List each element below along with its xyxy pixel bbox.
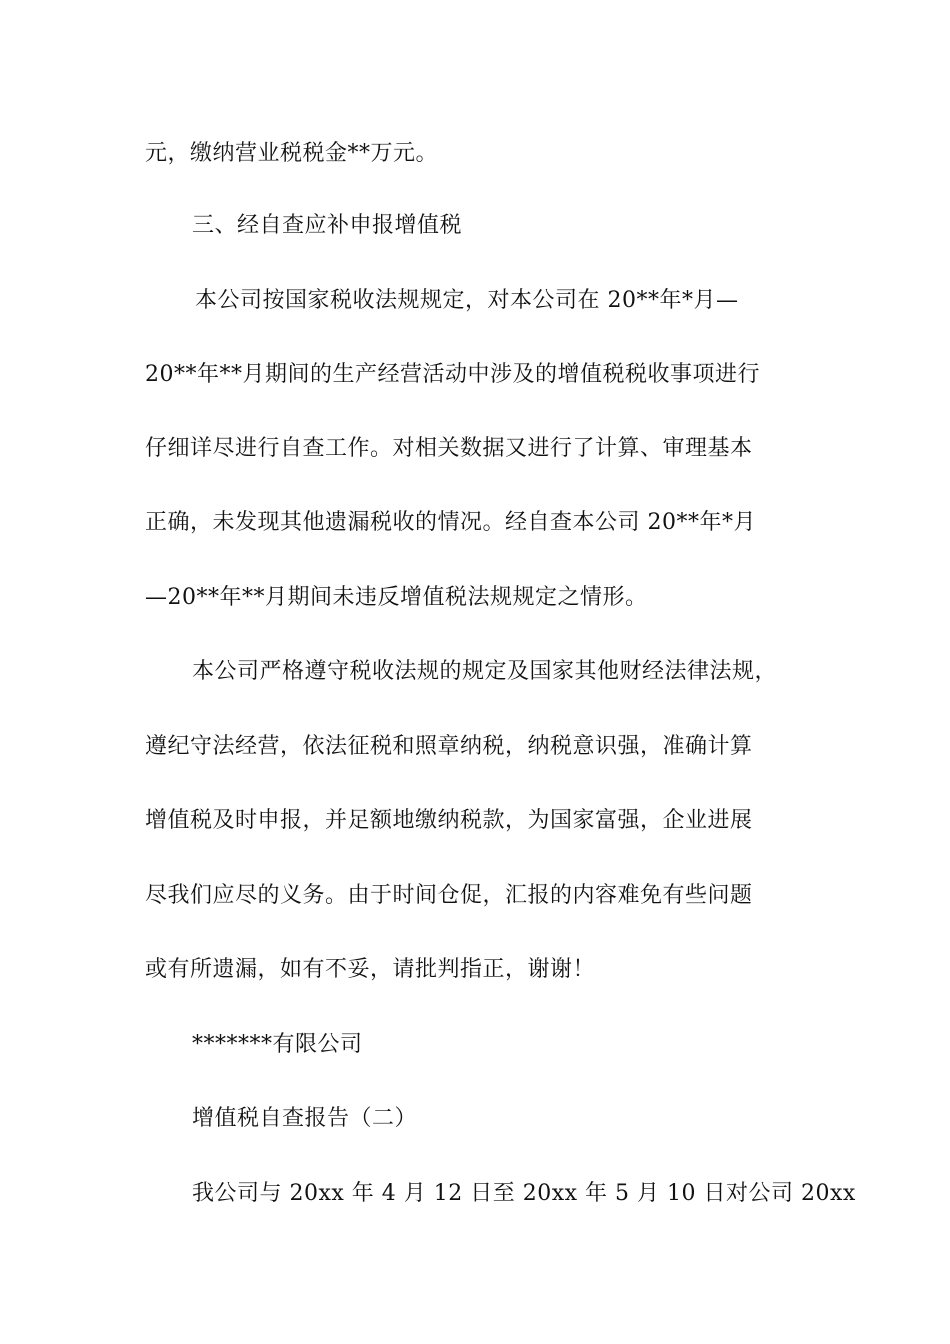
company-name: *******有限公司 <box>192 1032 363 1057</box>
paragraph-line: 仔细详尽进行自查工作。对相关数据又进行了计算、审理基本 <box>145 436 753 461</box>
paragraph-line: 本公司按国家税收法规规定，对本公司在 20**年*月— <box>195 288 739 313</box>
paragraph-line: 尽我们应尽的义务。由于时间仓促，汇报的内容难免有些问题 <box>145 883 753 908</box>
report-title: 增值税自查报告（二） <box>192 1106 418 1131</box>
section-heading: 三、经自查应补申报增值税 <box>192 213 463 238</box>
paragraph-line: 或有所遗漏，如有不妥，请批判指正，谢谢！ <box>145 957 596 982</box>
paragraph-line: 元，缴纳营业税税金**万元。 <box>145 141 439 166</box>
paragraph-line: 遵纪守法经营，依法征税和照章纳税，纳税意识强，准确计算 <box>145 734 753 759</box>
paragraph-line: —20**年**月期间未违反增值税法规规定之情形。 <box>145 585 648 610</box>
paragraph-line: 增值税及时申报，并足额地缴纳税款，为国家富强，企业进展 <box>145 808 753 833</box>
paragraph-line: 正确，未发现其他遗漏税收的情况。经自查本公司 20**年*月 <box>145 510 756 535</box>
paragraph-line: 本公司严格遵守税收法规的规定及国家其他财经法律法规， <box>192 659 778 684</box>
paragraph-line: 我公司与 20xx 年 4 月 12 日至 20xx 年 5 月 10 日对公司 20xx <box>192 1181 856 1206</box>
paragraph-line: 20**年**月期间的生产经营活动中涉及的增值税税收事项进行 <box>145 362 760 387</box>
